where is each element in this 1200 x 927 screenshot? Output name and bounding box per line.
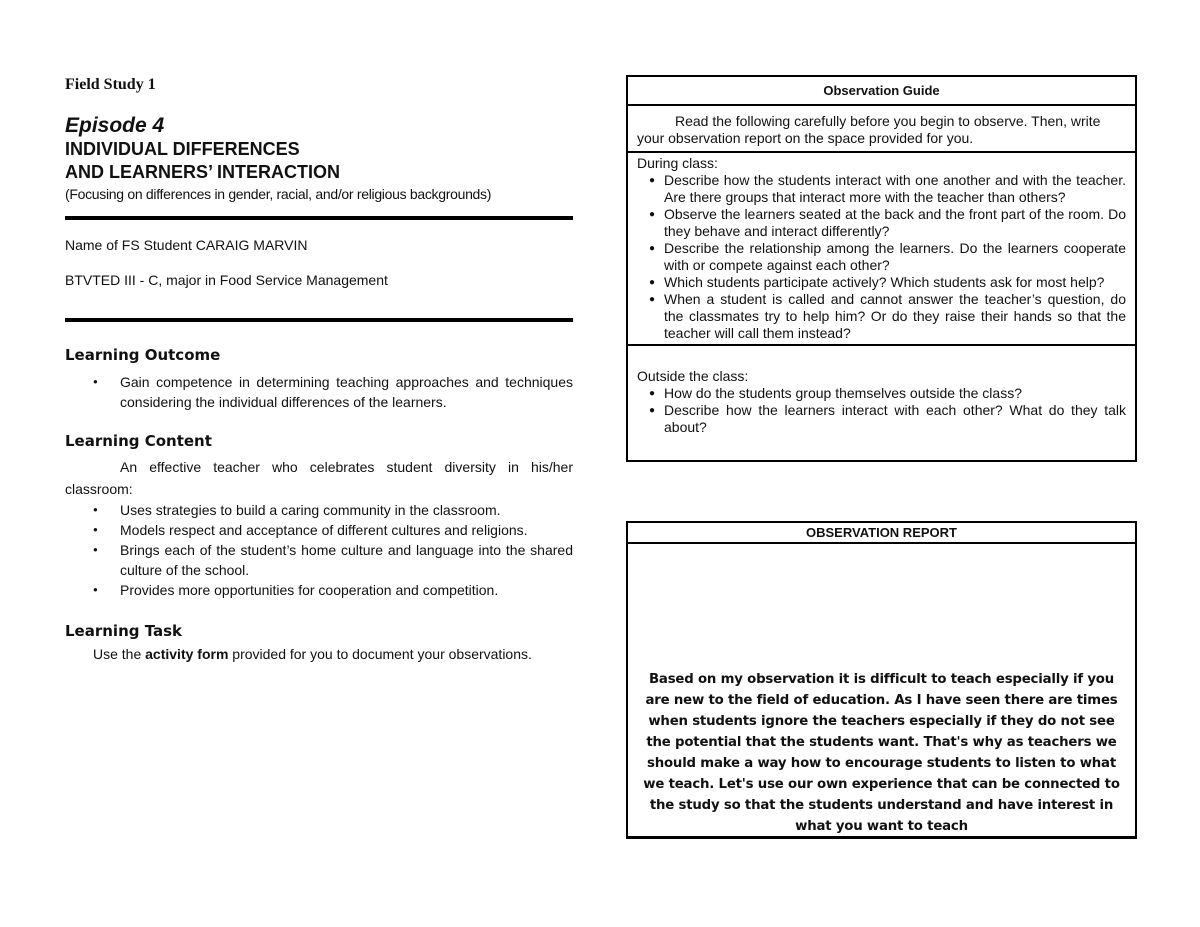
list-item: ● Models respect and acceptance of different cultures and religions. [65,520,573,540]
list-item: ● Describe how the students interact with one another and with the teacher. Are there groups that interact more with the teacher than others? [637,172,1126,206]
list-item: ● Uses strategies to build a caring community in the classroom. [65,500,573,520]
episode-title-line2: AND LEARNERS’ INTERACTION [65,162,341,182]
divider-bottom [65,318,573,322]
list-item: ● Provides more opportunities for cooperation and competition. [65,580,573,600]
task-text-after: provided for you to document your observations. [228,646,532,662]
list-item: ● Describe how the learners interact with each other? What do they talk about? [637,402,1126,436]
divider-top [65,216,573,220]
list-item: ● Which students participate actively? Which students ask for most help? [637,274,1126,291]
course-title: Field Study 1 [65,76,156,93]
task-text-bold: activity form [145,646,229,662]
outside-class-label: Outside the class: [637,368,749,384]
episode-subtitle: (Focusing on differences in gender, racial, and/or religious backgrounds) [65,186,492,202]
list-item: ● Observe the learners seated at the back and the front part of the room. Do they behave and interact differently? [637,206,1126,240]
episode-label: Episode 4 [65,114,165,137]
observation-guide-intro: Read the following carefully before you begin to observe. Then, write your observation report on the space provided for you. [628,106,1135,153]
observation-report-box [626,521,1137,839]
learning-task-text [93,646,573,662]
list-item: ● Brings each of the student’s home culture and language into the shared culture of the school. [65,540,573,580]
learning-content-intro: An effective teacher who celebrates student diversity in his/her classroom: [65,459,573,497]
outside-class-list [637,385,1126,436]
left-column [65,76,573,662]
task-text-before: Use the [93,646,146,662]
during-class-label: During class: [637,155,718,171]
list-item: ● When a student is called and cannot answer the teacher’s question, do the classmates try to help him? Or do they raise their hands so that the teacher will call them instead? [637,291,1126,342]
learning-outcome-list [65,372,573,412]
during-class-list [637,172,1126,342]
episode-title-line1: INDIVIDUAL DIFFERENCES [65,139,300,159]
list-item: ● How do the students group themselves outside the class? [637,385,1126,402]
learning-content-list [65,500,573,600]
observation-guide-heading: Observation Guide [628,77,1135,106]
observation-report-heading: OBSERVATION REPORT [628,523,1135,544]
observation-report-body: Based on my observation it is difficult to teach especially if you are new to the field of education. As I have seen there are times when students ignore the teachers especially if they do not see the potential that the students want. That's why as teachers we should make a way how to encourage students to listen to what we teach. Let's use our own experience that can be connected to the study so that the students understand and have interest in what you want to teach [643,672,1120,834]
list-item: ● Gain competence in determining teaching approaches and techniques considering the individual differences of the learners. [65,372,573,412]
learning-content-heading: Learning Content [65,432,212,450]
outside-class-section [628,346,1135,460]
learning-outcome-heading: Learning Outcome [65,346,221,364]
list-item: ● Describe the relationship among the learners. Do the learners cooperate with or compete against each other? [637,240,1126,274]
observation-guide-box [626,75,1137,462]
learning-task-heading: Learning Task [65,622,183,640]
student-name: Name of FS Student CARAIG MARVIN [65,237,308,253]
during-class-section [628,153,1135,346]
student-program: BTVTED III - C, major in Food Service Management [65,272,388,288]
